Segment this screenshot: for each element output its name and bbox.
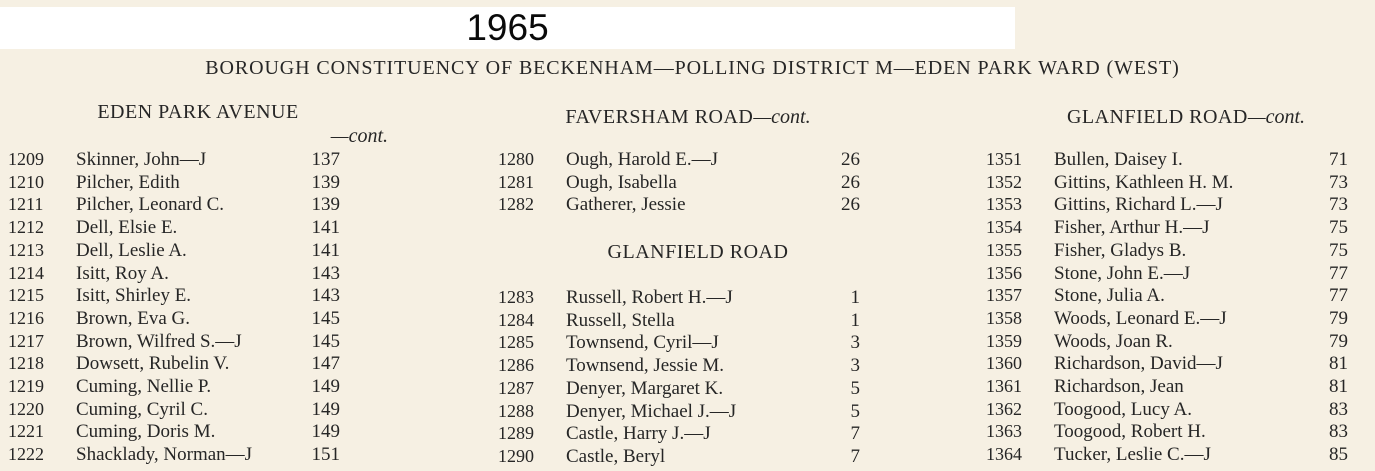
house-number: 3 — [850, 332, 860, 354]
column-faversham-road — [498, 0, 878, 471]
house-number: 5 — [850, 400, 860, 422]
elector-name: Fisher, Arthur H.—J — [1054, 217, 1210, 239]
house-number: 7 — [850, 445, 860, 467]
elector-name: Skinner, John—J — [76, 149, 207, 170]
house-number: 139 — [311, 194, 340, 216]
elector-name: Gittins, Richard L.—J — [1054, 194, 1223, 216]
elector-row — [986, 352, 1366, 375]
house-number: 1 — [850, 309, 860, 331]
elector-name: Pilcher, Edith — [76, 171, 180, 193]
house-number: 81 — [1329, 353, 1348, 375]
elector-row — [8, 239, 388, 262]
elector-number: 1361 — [986, 376, 1022, 396]
elector-number: 1219 — [8, 376, 44, 396]
house-number: 5 — [850, 377, 860, 399]
elector-name: Castle, Beryl — [566, 445, 666, 467]
house-number: 79 — [1329, 307, 1348, 329]
year-label: 1965 — [0, 7, 1015, 49]
elector-number: 1222 — [8, 444, 44, 465]
house-number: 77 — [1329, 285, 1348, 307]
elector-name: Woods, Leonard E.—J — [1054, 307, 1227, 329]
elector-row — [986, 307, 1366, 330]
house-number: 26 — [841, 194, 860, 216]
elector-row — [8, 216, 388, 239]
elector-name: Denyer, Michael J.—J — [566, 400, 737, 422]
elector-number: 1220 — [8, 398, 44, 419]
elector-number: 1285 — [498, 332, 534, 353]
elector-row — [986, 330, 1366, 353]
house-number: 77 — [1329, 262, 1348, 284]
elector-row — [986, 239, 1366, 262]
elector-name: Dell, Elsie E. — [76, 217, 178, 239]
elector-number: 1221 — [8, 421, 44, 442]
street-continued-label: —cont. — [1247, 106, 1306, 128]
elector-row — [986, 284, 1366, 307]
house-number: 26 — [841, 149, 860, 170]
elector-row — [8, 193, 388, 216]
house-number: 143 — [311, 285, 340, 307]
house-number: 139 — [311, 171, 340, 193]
house-number: 83 — [1329, 421, 1348, 443]
elector-name: Denyer, Margaret K. — [566, 377, 724, 399]
elector-number: 1282 — [498, 194, 534, 215]
elector-name: Ough, Harold E.—J — [566, 149, 718, 170]
elector-row — [8, 148, 388, 171]
elector-row — [8, 284, 388, 307]
elector-row — [8, 352, 388, 375]
elector-number: 1281 — [498, 171, 534, 192]
elector-number: 1210 — [8, 171, 44, 192]
elector-name: Cuming, Nellie P. — [76, 376, 212, 397]
elector-number: 1286 — [498, 355, 534, 376]
elector-name: Gatherer, Jessie — [566, 194, 686, 216]
elector-row — [8, 307, 388, 330]
elector-name: Stone, John E.—J — [1054, 262, 1191, 284]
house-number: 1 — [850, 287, 860, 308]
house-number: 147 — [311, 353, 340, 375]
elector-row — [8, 443, 388, 466]
elector-name: Townsend, Cyril—J — [566, 332, 719, 354]
house-number: 7 — [850, 423, 860, 445]
elector-name: Richardson, David—J — [1054, 353, 1223, 375]
house-number: 149 — [311, 421, 340, 443]
elector-row — [8, 420, 388, 443]
elector-name: Gittins, Kathleen H. M. — [1054, 171, 1234, 193]
elector-number: 1288 — [498, 400, 534, 421]
elector-number: 1213 — [8, 239, 44, 260]
elector-number: 1356 — [986, 262, 1022, 283]
elector-row — [498, 309, 878, 332]
elector-row — [498, 148, 878, 171]
house-number: 149 — [311, 398, 340, 420]
house-number: 145 — [311, 330, 340, 352]
elector-name: Shacklady, Norman—J — [76, 444, 253, 466]
elector-row — [498, 171, 878, 194]
elector-number: 1214 — [8, 262, 44, 283]
elector-name: Isitt, Roy A. — [76, 262, 169, 284]
elector-number: 1211 — [8, 194, 44, 215]
elector-name: Cuming, Cyril C. — [76, 398, 208, 420]
elector-name: Russell, Stella — [566, 309, 675, 331]
elector-number: 1284 — [498, 309, 534, 330]
house-number: 143 — [311, 262, 340, 284]
elector-name: Bullen, Daisey I. — [1054, 149, 1183, 170]
house-number: 151 — [311, 444, 340, 466]
elector-name: Richardson, Jean — [1054, 376, 1184, 397]
elector-number: 1216 — [8, 307, 44, 328]
street-heading-glanfield-road-cont — [996, 106, 1375, 129]
elector-number: 1360 — [986, 353, 1022, 374]
elector-row — [986, 375, 1366, 398]
house-number: 3 — [850, 355, 860, 377]
house-number: 83 — [1329, 398, 1348, 420]
elector-number: 1363 — [986, 421, 1022, 442]
house-number: 73 — [1329, 171, 1348, 193]
elector-row — [986, 443, 1366, 466]
elector-number: 1353 — [986, 194, 1022, 215]
elector-row — [8, 398, 388, 421]
elector-name: Stone, Julia A. — [1054, 285, 1165, 307]
elector-number: 1355 — [986, 239, 1022, 260]
elector-number: 1364 — [986, 444, 1022, 465]
house-number: 79 — [1329, 330, 1348, 352]
house-number: 141 — [311, 239, 340, 261]
elector-row — [498, 377, 878, 400]
elector-name: Cuming, Doris M. — [76, 421, 216, 443]
elector-name: Dell, Leslie A. — [76, 239, 187, 261]
elector-number: 1351 — [986, 149, 1022, 169]
elector-row — [498, 286, 878, 309]
elector-name: Fisher, Gladys B. — [1054, 239, 1187, 261]
elector-number: 1287 — [498, 377, 534, 398]
elector-number: 1358 — [986, 307, 1022, 328]
house-number: 81 — [1329, 376, 1348, 397]
street-heading-glanfield-road: GLANFIELD ROAD — [607, 241, 789, 263]
elector-row — [8, 330, 388, 353]
elector-name: Russell, Robert H.—J — [566, 287, 733, 308]
elector-number: 1289 — [498, 423, 534, 444]
house-number: 73 — [1329, 194, 1348, 216]
column-eden-park-avenue — [8, 0, 388, 471]
elector-number: 1215 — [8, 285, 44, 306]
elector-number: 1283 — [498, 287, 534, 307]
elector-name: Tucker, Leslie C.—J — [1054, 444, 1211, 466]
house-number: 26 — [841, 171, 860, 193]
house-number: 137 — [311, 149, 340, 170]
elector-row — [986, 171, 1366, 194]
house-number: 75 — [1329, 239, 1348, 261]
elector-row — [986, 216, 1366, 239]
elector-number: 1212 — [8, 217, 44, 238]
house-number: 71 — [1329, 149, 1348, 170]
street-heading-eden-park-avenue: EDEN PARK AVENUE — [97, 101, 299, 123]
elector-name: Dowsett, Rubelin V. — [76, 353, 230, 375]
elector-number: 1218 — [8, 353, 44, 374]
street-heading-name: FAVERSHAM ROAD — [565, 106, 754, 128]
street-continued-label: —cont. — [753, 106, 811, 128]
house-number: 141 — [311, 217, 340, 239]
elector-name: Toogood, Robert H. — [1054, 421, 1206, 443]
elector-row — [498, 331, 878, 354]
house-number: 75 — [1329, 217, 1348, 239]
house-number: 85 — [1329, 444, 1348, 466]
elector-row — [498, 354, 878, 377]
elector-number: 1354 — [986, 217, 1022, 238]
column-glanfield-road-cont — [986, 0, 1366, 471]
street-heading-faversham-road — [498, 106, 878, 129]
elector-name: Brown, Eva G. — [76, 307, 190, 329]
elector-number: 1352 — [986, 171, 1022, 192]
elector-row — [986, 262, 1366, 285]
elector-row — [986, 148, 1366, 171]
elector-row — [986, 193, 1366, 216]
elector-number: 1362 — [986, 398, 1022, 419]
elector-row — [8, 171, 388, 194]
house-number: 145 — [311, 307, 340, 329]
elector-name: Woods, Joan R. — [1054, 330, 1173, 352]
elector-row — [498, 422, 878, 445]
elector-name: Brown, Wilfred S.—J — [76, 330, 242, 352]
elector-number: 1280 — [498, 149, 534, 169]
elector-row — [498, 400, 878, 423]
street-continued-label: —cont. — [330, 125, 388, 147]
elector-name: Townsend, Jessie M. — [566, 355, 725, 377]
elector-row — [8, 262, 388, 285]
elector-number: 1359 — [986, 330, 1022, 351]
elector-number: 1217 — [8, 330, 44, 351]
elector-row — [498, 193, 878, 216]
street-heading-name: GLANFIELD ROAD — [1066, 106, 1248, 128]
elector-name: Pilcher, Leonard C. — [76, 194, 225, 216]
elector-row — [8, 375, 388, 398]
elector-name: Isitt, Shirley E. — [76, 285, 192, 307]
elector-name: Ough, Isabella — [566, 171, 677, 193]
elector-number: 1357 — [986, 285, 1022, 306]
elector-name: Castle, Harry J.—J — [566, 423, 711, 445]
elector-row — [986, 398, 1366, 421]
elector-row — [986, 420, 1366, 443]
elector-number: 1209 — [8, 149, 44, 169]
elector-number: 1290 — [498, 445, 534, 466]
elector-name: Toogood, Lucy A. — [1054, 398, 1192, 420]
house-number: 149 — [311, 376, 340, 397]
elector-row — [498, 445, 878, 468]
register-banner: BOROUGH CONSTITUENCY OF BECKENHAM—POLLING DISTRICT M—EDEN PARK WARD (WEST) — [205, 57, 1180, 79]
